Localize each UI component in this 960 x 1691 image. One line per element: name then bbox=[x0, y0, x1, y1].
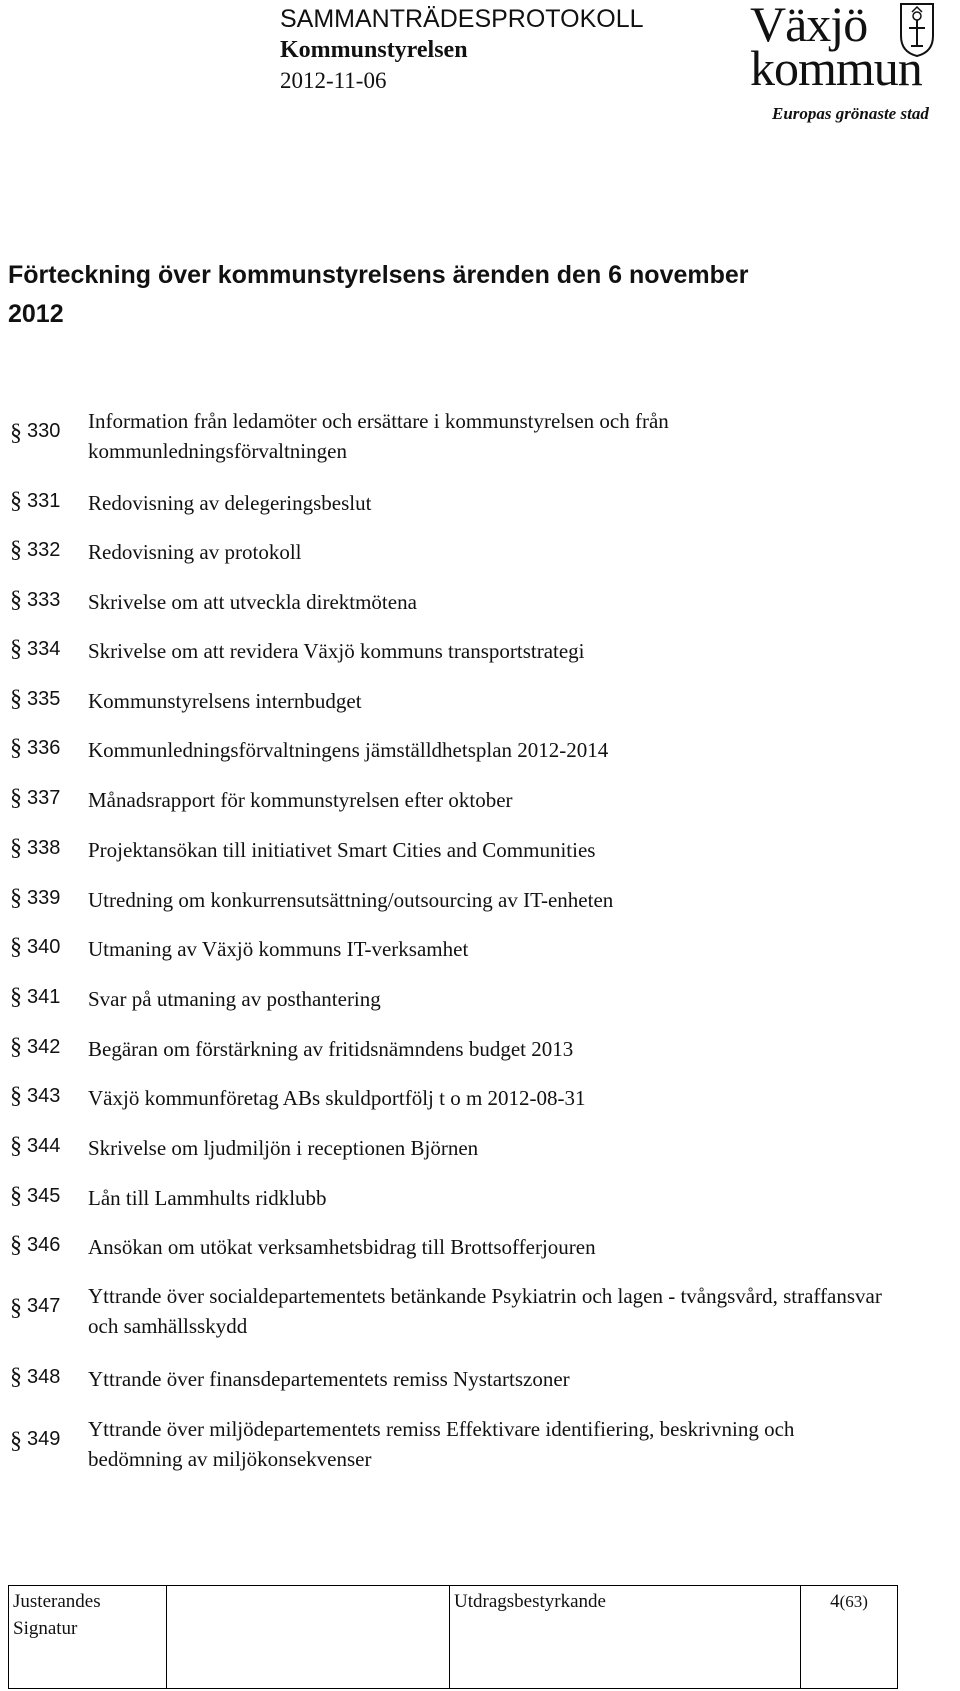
page-total: (63) bbox=[839, 1592, 868, 1611]
document-header bbox=[280, 4, 644, 96]
item-title: Lån till Lammhults ridklubb bbox=[88, 1186, 327, 1210]
item-title: Projektansökan till initiativet Smart Cities and Communities bbox=[88, 838, 596, 862]
signature-field bbox=[167, 1586, 450, 1689]
item-number: 345 bbox=[27, 1185, 61, 1207]
item-title: Utredning om konkurrensutsättning/outsourcing av IT-enheten bbox=[88, 888, 614, 912]
paragraph-sign: § bbox=[10, 636, 22, 662]
utdragsbestyrkande-label: Utdragsbestyrkande bbox=[454, 1591, 606, 1612]
paragraph-sign: § bbox=[10, 420, 22, 446]
item-title: Svar på utmaning av posthantering bbox=[88, 987, 381, 1011]
paragraph-sign: § bbox=[10, 587, 22, 613]
item-title: Skrivelse om att revidera Växjö kommuns transportstrategi bbox=[88, 639, 585, 663]
item-number: 336 bbox=[27, 737, 61, 759]
utdragsbestyrkande-cell bbox=[450, 1586, 801, 1689]
item-number: 340 bbox=[27, 936, 61, 958]
paragraph-sign: § bbox=[10, 1034, 22, 1060]
paragraph-sign: § bbox=[10, 1232, 22, 1258]
item-number: 338 bbox=[27, 837, 61, 859]
signature-footer bbox=[8, 1585, 898, 1689]
paragraph-sign: § bbox=[10, 686, 22, 712]
item-title: Skrivelse om att utveckla direktmötena bbox=[88, 590, 417, 614]
item-title: Begäran om förstärkning av fritidsnämndens budget 2013 bbox=[88, 1037, 574, 1061]
item-title: Redovisning av protokoll bbox=[88, 540, 302, 564]
item-number: 339 bbox=[27, 887, 61, 909]
paragraph-sign: § bbox=[10, 1083, 22, 1109]
meeting-date: 2012-11-06 bbox=[280, 68, 387, 93]
page-number-cell bbox=[801, 1586, 898, 1689]
item-number: 337 bbox=[27, 787, 61, 809]
item-title: Skrivelse om ljudmiljön i receptionen Björnen bbox=[88, 1136, 479, 1160]
item-title: Utmaning av Växjö kommuns IT-verksamhet bbox=[88, 937, 469, 961]
item-number: 333 bbox=[27, 589, 61, 611]
item-number: 334 bbox=[27, 638, 61, 660]
page-title: Förteckning över kommunstyrelsens ärenden den 6 november 2012 bbox=[8, 261, 749, 328]
item-title: Redovisning av delegeringsbeslut bbox=[88, 491, 372, 515]
coat-of-arms-icon bbox=[898, 2, 936, 58]
organization-name: Kommunstyrelsen bbox=[280, 37, 468, 63]
logo-text-kommun: kommun bbox=[750, 40, 922, 96]
paragraph-sign: § bbox=[10, 885, 22, 911]
paragraph-sign: § bbox=[10, 1183, 22, 1209]
item-title: Ansökan om utökat verksamhetsbidrag till Brottsofferjouren bbox=[88, 1235, 596, 1259]
paragraph-sign: § bbox=[10, 1295, 22, 1321]
item-title: Yttrande över finansdepartementets remiss Nystartszoner bbox=[88, 1367, 570, 1391]
paragraph-sign: § bbox=[10, 984, 22, 1010]
logo-tagline: Europas grönaste stad bbox=[772, 104, 929, 123]
paragraph-sign: § bbox=[10, 1133, 22, 1159]
paragraph-sign: § bbox=[10, 934, 22, 960]
paragraph-sign: § bbox=[10, 488, 22, 514]
item-title: Information från ledamöter och ersättare i kommunstyrelsen och från kommunledningsförvaltningen bbox=[88, 409, 669, 463]
item-number: 346 bbox=[27, 1234, 61, 1256]
item-number: 342 bbox=[27, 1036, 61, 1058]
vaxjo-kommun-logo bbox=[750, 0, 960, 132]
page-number: 4 bbox=[830, 1591, 840, 1612]
item-number: 344 bbox=[27, 1135, 61, 1157]
justerandes-label: Justerandes bbox=[13, 1591, 101, 1612]
paragraph-sign: § bbox=[10, 1364, 22, 1390]
item-title: Yttrande över socialdepartementets betänkande Psykiatrin och lagen - tvångsvård, straffansvar och samhällsskydd bbox=[88, 1284, 882, 1338]
paragraph-sign: § bbox=[10, 537, 22, 563]
item-title: Yttrande över miljödepartementets remiss Effektivare identifiering, beskrivning och bedömning av miljökonsekvenser bbox=[88, 1417, 795, 1471]
item-number: 349 bbox=[27, 1428, 61, 1450]
item-number: 347 bbox=[27, 1295, 61, 1317]
item-number: 343 bbox=[27, 1085, 61, 1107]
item-title: Månadsrapport för kommunstyrelsen efter oktober bbox=[88, 788, 513, 812]
signatur-label: Signatur bbox=[13, 1618, 78, 1639]
document-type: SAMMANTRÄDESPROTOKOLL bbox=[280, 5, 644, 33]
paragraph-sign: § bbox=[10, 735, 22, 761]
paragraph-sign: § bbox=[10, 785, 22, 811]
item-number: 332 bbox=[27, 539, 61, 561]
item-number: 330 bbox=[27, 420, 61, 442]
item-title: Kommunstyrelsens internbudget bbox=[88, 689, 362, 713]
justerandes-signatur-cell bbox=[9, 1586, 167, 1689]
item-title: Kommunledningsförvaltningens jämställdhetsplan 2012-2014 bbox=[88, 738, 609, 762]
item-title: Växjö kommunföretag ABs skuldportfölj t o m 2012-08-31 bbox=[88, 1086, 586, 1110]
item-number: 335 bbox=[27, 688, 61, 710]
item-number: 341 bbox=[27, 986, 61, 1008]
logo-text-vaxjo: Växjö bbox=[750, 0, 868, 52]
item-number: 348 bbox=[27, 1366, 61, 1388]
paragraph-sign: § bbox=[10, 835, 22, 861]
paragraph-sign: § bbox=[10, 1428, 22, 1454]
item-number: 331 bbox=[27, 490, 61, 512]
